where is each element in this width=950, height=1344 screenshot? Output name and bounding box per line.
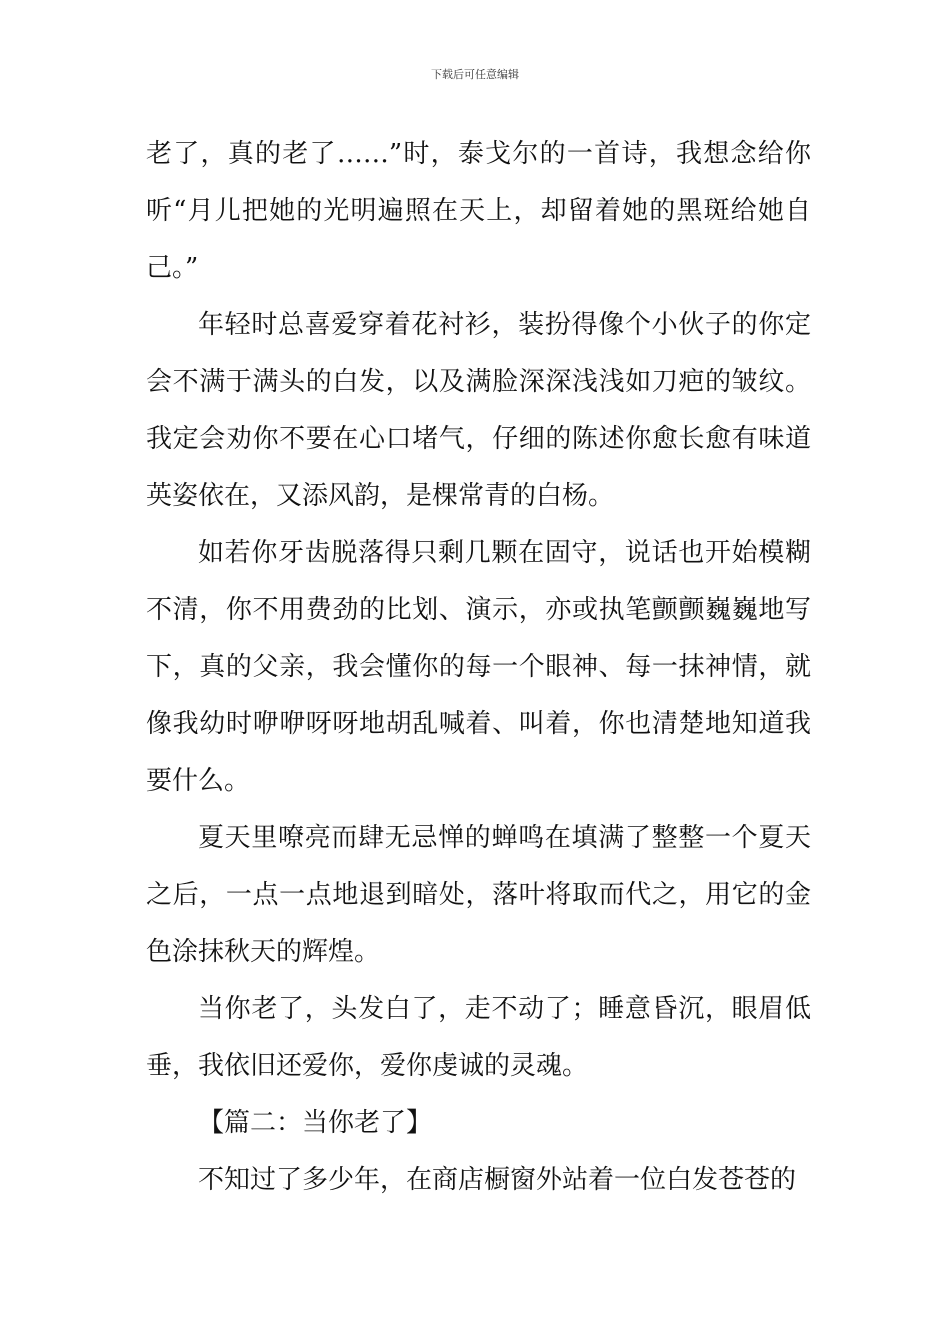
document-body [146, 126, 811, 1209]
paragraph: 老了，真的老了……”时，泰戈尔的一首诗，我想念给你听“月儿把她的光明遍照在天上，却留着她的黑斑给她自己。” [146, 139, 811, 283]
paragraph: 年轻时总喜爱穿着花衬衫，装扮得像个小伙子的你定会不满于满头的白发，以及满脸深深浅浅如刀疤的皱纹。我定会劝你不要在心口堵气，仔细的陈述你愈长愈有味道英姿依在，又添风韵，是棵常青的白杨。 [146, 310, 811, 511]
section-heading: 【篇二：当你老了】 [198, 1108, 433, 1138]
paragraph: 夏天里嘹亮而肆无忌惮的蝉鸣在填满了整整一个夏天之后，一点一点地退到暗处，落叶将取而代之，用它的金色涂抹秋天的辉煌。 [146, 823, 811, 967]
paragraph: 当你老了，头发白了，走不动了；睡意昏沉，眼眉低垂，我依旧还爱你，爱你虔诚的灵魂。 [146, 994, 811, 1081]
paragraph: 如若你牙齿脱落得只剩几颗在固守，说话也开始模糊不清，你不用费劲的比划、演示，亦或执笔颤颤巍巍地写下，真的父亲，我会懂你的每一个眼神、每一抹神情，就像我幼时咿咿呀呀地胡乱喊着、叫着，你也清楚地知道我要什么。 [146, 538, 811, 796]
paragraph: 不知过了多少年，在商店橱窗外站着一位白发苍苍的 [198, 1165, 797, 1195]
header-note: 下载后可任意编辑 [431, 68, 519, 81]
